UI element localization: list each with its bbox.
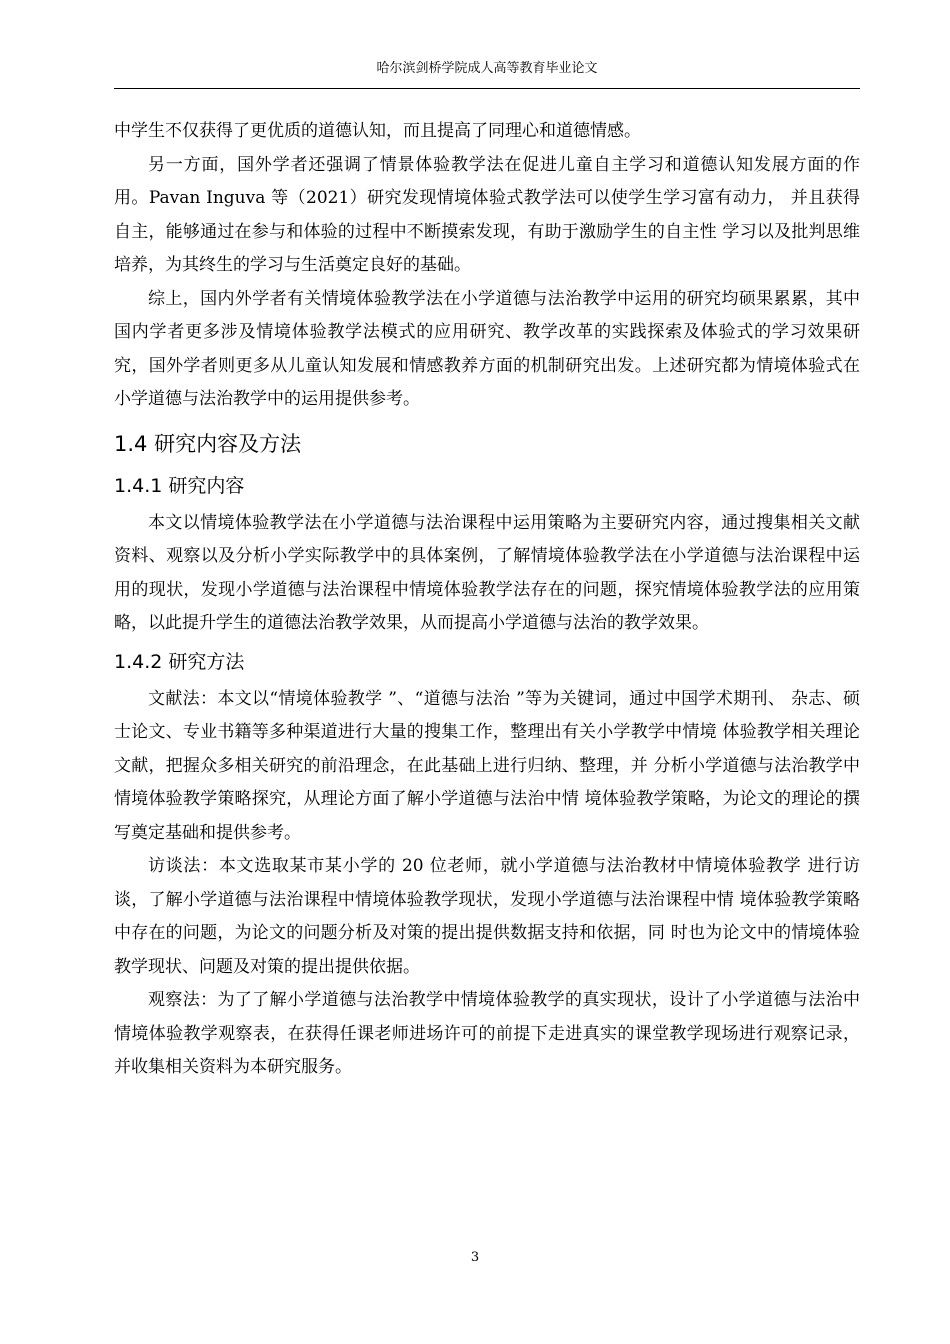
header-divider — [114, 88, 860, 89]
paragraph-foreign-research: 另一方面，国外学者还强调了情景体验教学法在促进儿童自主学习和道德认知发展方面的作用。Pavan Inguva 等（2021）研究发现情境体验式教学法可以使学生学习富有动力， 并且获得自主，能够通过在参与和体验的过程中不断摸索发现，有助于激励学生的自主性 学习以及批判思维培养，为其终生的学习与生活奠定良好的基础。 — [114, 154, 860, 275]
section-heading-1-4: 1.4 研究内容及方法 — [114, 431, 302, 456]
paragraph-literature-method: 文献法：本文以“情境体验教学 ”、“道德与法治 ”等为关键词，通过中国学术期刊、 杂志、硕士论文、专业书籍等多种渠道进行大量的搜集工作，整理出有关小学教学中情境 体验教学相关理论文献，把握众多相关研究的前沿理念，在此基础上进行归纳、整理，并 分析小学道德与法治教学中情境体验教学策略探究，从理论方面了解小学道德与法治中情 境体验教学策略，为论文的理论的撰写奠定基础和提供参考。 — [114, 688, 860, 843]
paragraph-observation-method: 观察法：为了了解小学道德与法治教学中情境体验教学的真实现状，设计了小学道德与法治中情境体验教学观察表，在获得任课老师进场许可的前提下走进真实的课堂教学现场进行观察记录，并收集相关资料为本研究服务。 — [114, 990, 860, 1077]
paragraph-continuation: 中学生不仅获得了更优质的道德认知，而且提高了同理心和道德情感。 — [114, 121, 641, 141]
paragraph-summary: 综上，国内外学者有关情境体验教学法在小学道德与法治教学中运用的研究均硕果累累，其中国内学者更多涉及情境体验教学法模式的应用研究、教学改革的实践探索及体验式的学习效果研究，国外学者则更多从儿童认知发展和情感教养方面的机制研究出发。上述研究都为情境体验式在小学道德与法治教学中的运用提供参考。 — [114, 288, 860, 409]
page-header: 哈尔滨剑桥学院成人高等教育毕业论文 — [376, 61, 598, 76]
page-body — [114, 115, 860, 1085]
section-heading-1-4-1: 1.4.1 研究内容 — [114, 474, 245, 497]
paragraph-interview-method: 访谈法：本文选取某市某小学的 20 位老师，就小学道德与法治教材中情境体验教学 进行访谈，了解小学道德与法治课程中情境体验教学现状，发现小学道德与法治课程中情 境体验教学策略中存在的问题，为论文的问题分析及对策的提出提供数据支持和依据，同 时也为论文中的情境体验教学现状、问题及对策的提出提供依据。 — [114, 856, 860, 977]
paragraph-research-content: 本文以情境体验教学法在小学道德与法治课程中运用策略为主要研究内容，通过搜集相关文献资料、观察以及分析小学实际教学中的具体案例，了解情境体验教学法在小学道德与法治课程中运用的现状，发现小学道德与法治课程中情境体验教学法存在的问题，探究情境体验教学法的应用策略，以此提升学生的道德法治教学效果，从而提高小学道德与法治的教学效果。 — [114, 512, 860, 633]
page-number: 3 — [470, 1250, 480, 1265]
section-heading-1-4-2: 1.4.2 研究方法 — [114, 650, 245, 673]
